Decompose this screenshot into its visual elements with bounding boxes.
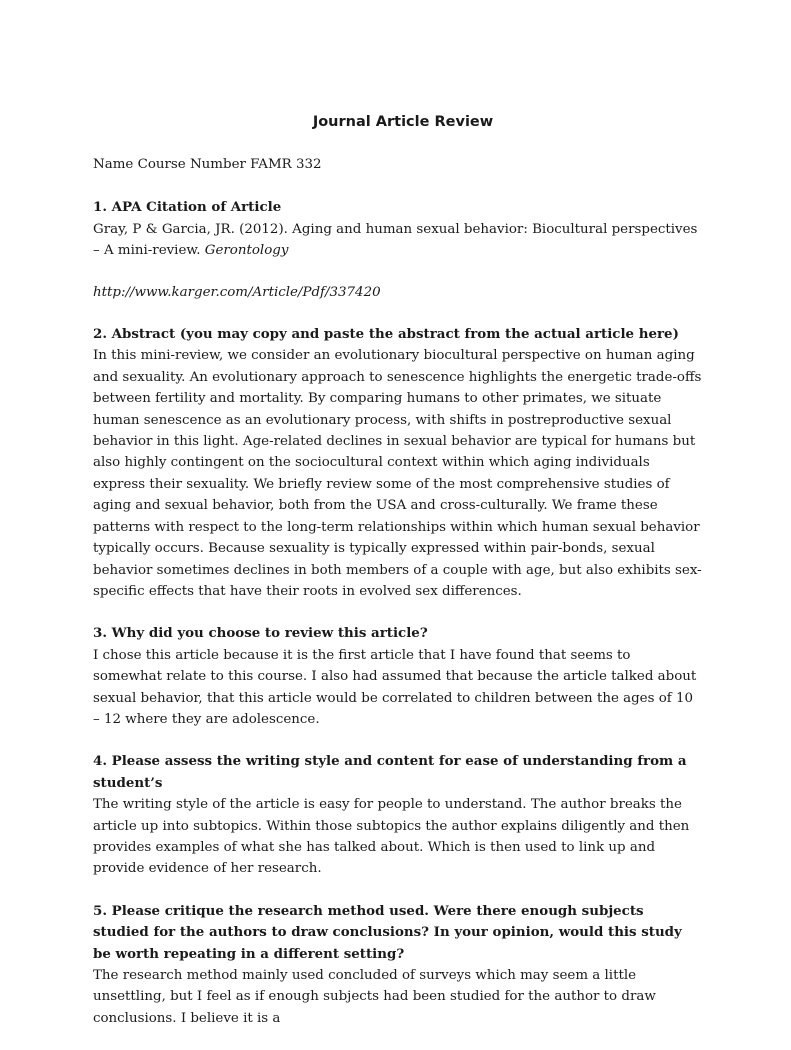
section-heading: 4. Please assess the writing style and content for ease of understanding from a student’s (93, 753, 687, 791)
citation-text (93, 219, 703, 262)
section-heading: 5. Please critique the research method used. Were there enough subjects studied for the authors to draw conclusions? In your opinion, would this study be worth repeating in a different setting? (93, 902, 682, 962)
section-writing-style (93, 751, 703, 879)
section-body: I chose this article because it is the first article that I have found that seems to somewhat relate to this course. I also had assumed that because the article talked about sexual behavior, that this article would be correlated to children between the ages of 10 – 12 where they are adolescence. (93, 647, 697, 727)
section-body: The writing style of the article is easy for people to understand. The author breaks the article up into subtopics. Within those subtopics the author explains diligently and then provides examples of what she has talked about. Which is then used to link up and provide evidence of her research. (93, 797, 690, 877)
citation-main: Gray, P & Garcia, JR. (2012). Aging and human sexual behavior: Biocultural perspectives – A mini-review. (93, 221, 698, 259)
article-url: http://www.karger.com/Article/Pdf/337420 (93, 284, 381, 300)
section-body: In this mini-review, we consider an evolutionary biocultural perspective on human aging and sexuality. An evolutionary approach to senescence highlights the energetic trade-offs between fertility and mortality. By comparing humans to other primates, we situate human senescence as an evolutionary process, with shifts in postreproductive sexual behavior in this light. Age-related declines in sexual behavior are typical for humans but also highly contingent on the sociocultural context within which aging individuals express their sexuality. We briefly review some of the most comprehensive studies of aging and sexual behavior, both from the USA and cross-culturally. We frame these patterns with respect to the long-term relationships within which human sexual behavior typically occurs. Because sexuality is typically expressed within pair-bonds, sexual behavior sometimes declines in both members of a couple with age, but also exhibits sex-specific effects that have their roots in evolved sex differences. (93, 348, 702, 599)
section-heading: 1. APA Citation of Article (93, 199, 282, 216)
document-content (93, 112, 703, 1050)
citation-journal: Gerontology (204, 243, 289, 259)
document-title: Journal Article Review (312, 114, 494, 130)
section-abstract (93, 324, 703, 602)
section-heading: 3. Why did you choose to review this article? (93, 625, 428, 642)
section-body: The research method mainly used concluded of surveys which may seem a little unsettling, but I feel as if enough subjects had been studied for the author to draw conclusions. I believe it is a (93, 968, 656, 1026)
section-why-chosen (93, 623, 703, 730)
name-course-line: Name Course Number FAMR 332 (93, 157, 322, 172)
section-citation (93, 197, 703, 261)
section-heading: 2. Abstract (you may copy and paste the abstract from the actual article here) (93, 326, 679, 343)
section-research-method (93, 901, 703, 1029)
